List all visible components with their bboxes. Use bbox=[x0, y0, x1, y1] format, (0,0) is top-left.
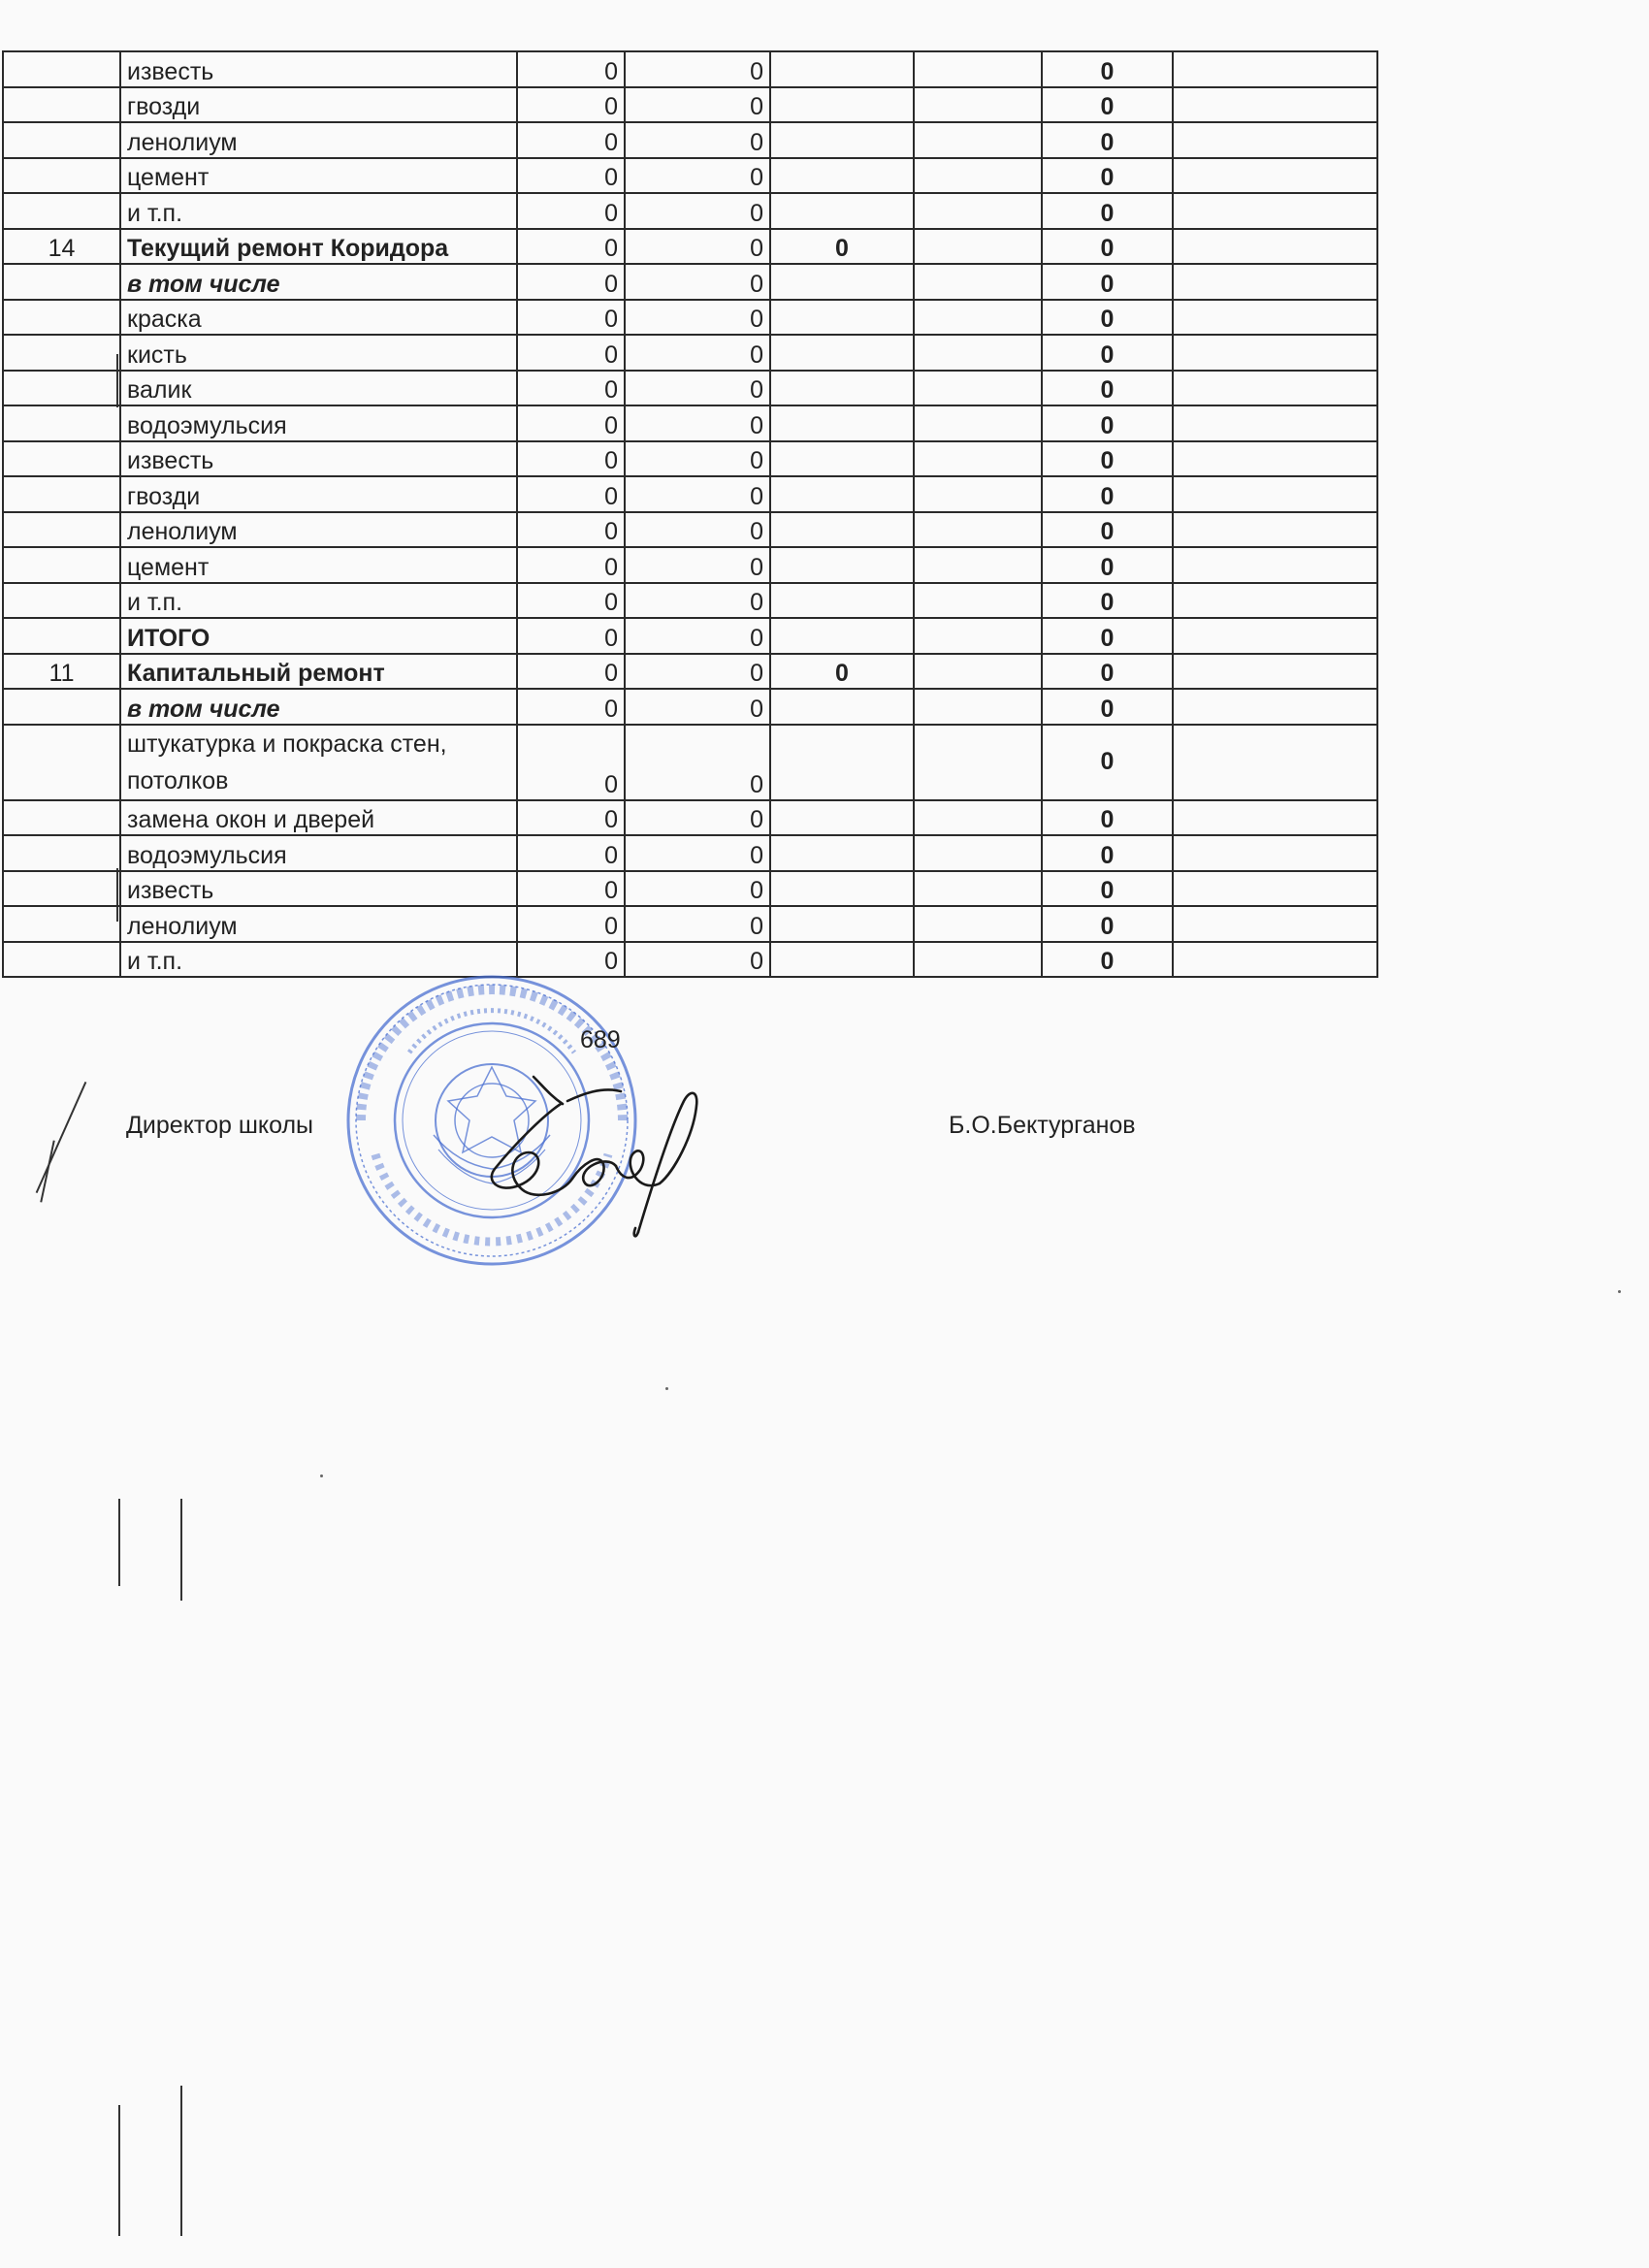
row-number-cell: 14 bbox=[3, 229, 120, 265]
value-cell-4 bbox=[914, 51, 1042, 87]
value-cell-3 bbox=[770, 371, 914, 406]
row-number-cell bbox=[3, 405, 120, 441]
value-cell-3: 0 bbox=[770, 229, 914, 265]
value-cell-4 bbox=[914, 512, 1042, 548]
scan-artifact-dot bbox=[320, 1474, 323, 1477]
total-cell: 0 bbox=[1042, 441, 1173, 477]
value-cell-6 bbox=[1173, 87, 1377, 123]
total-cell: 0 bbox=[1042, 51, 1173, 87]
value-cell-4 bbox=[914, 618, 1042, 654]
value-cell-3 bbox=[770, 476, 914, 512]
value-cell-1: 0 bbox=[517, 618, 625, 654]
table-row bbox=[3, 906, 1377, 942]
row-number-cell bbox=[3, 942, 120, 978]
value-cell-4 bbox=[914, 476, 1042, 512]
value-cell-3 bbox=[770, 547, 914, 583]
row-number-cell bbox=[3, 906, 120, 942]
value-cell-3 bbox=[770, 441, 914, 477]
value-cell-4 bbox=[914, 654, 1042, 690]
value-cell-1: 0 bbox=[517, 122, 625, 158]
value-cell-4 bbox=[914, 906, 1042, 942]
table-row bbox=[3, 583, 1377, 619]
item-name-cell: ленолиум bbox=[120, 512, 517, 548]
table-row bbox=[3, 371, 1377, 406]
item-name-cell: штукатурка и покраска стен, потолков bbox=[120, 725, 517, 800]
item-name-cell: и т.п. bbox=[120, 583, 517, 619]
row-number-cell bbox=[3, 51, 120, 87]
value-cell-4 bbox=[914, 158, 1042, 194]
table-row bbox=[3, 835, 1377, 871]
table-row bbox=[3, 441, 1377, 477]
value-cell-1: 0 bbox=[517, 871, 625, 907]
row-number-cell bbox=[3, 335, 120, 371]
row-number-cell bbox=[3, 689, 120, 725]
item-name-cell: цемент bbox=[120, 158, 517, 194]
row-number-cell bbox=[3, 122, 120, 158]
value-cell-1: 0 bbox=[517, 942, 625, 978]
value-cell-4 bbox=[914, 193, 1042, 229]
value-cell-6 bbox=[1173, 547, 1377, 583]
row-number-cell bbox=[3, 547, 120, 583]
total-cell: 0 bbox=[1042, 193, 1173, 229]
value-cell-2: 0 bbox=[625, 725, 770, 800]
value-cell-6 bbox=[1173, 800, 1377, 836]
value-cell-1: 0 bbox=[517, 835, 625, 871]
value-cell-4 bbox=[914, 800, 1042, 836]
value-cell-3 bbox=[770, 512, 914, 548]
value-cell-6 bbox=[1173, 122, 1377, 158]
value-cell-2: 0 bbox=[625, 476, 770, 512]
table-row bbox=[3, 229, 1377, 265]
row-number-cell bbox=[3, 725, 120, 800]
value-cell-2: 0 bbox=[625, 229, 770, 265]
item-name-cell: замена окон и дверей bbox=[120, 800, 517, 836]
total-cell: 0 bbox=[1042, 871, 1173, 907]
total-cell: 0 bbox=[1042, 229, 1173, 265]
table-row bbox=[3, 618, 1377, 654]
value-cell-4 bbox=[914, 871, 1042, 907]
value-cell-1: 0 bbox=[517, 371, 625, 406]
row-number-cell bbox=[3, 618, 120, 654]
total-cell: 0 bbox=[1042, 476, 1173, 512]
total-cell: 0 bbox=[1042, 158, 1173, 194]
row-number-cell bbox=[3, 193, 120, 229]
value-cell-4 bbox=[914, 264, 1042, 300]
budget-table bbox=[2, 50, 1378, 978]
item-name-cell: и т.п. bbox=[120, 942, 517, 978]
value-cell-2: 0 bbox=[625, 158, 770, 194]
value-cell-3 bbox=[770, 300, 914, 336]
item-name-cell: гвозди bbox=[120, 476, 517, 512]
value-cell-4 bbox=[914, 335, 1042, 371]
table-row bbox=[3, 689, 1377, 725]
scan-artifact-line bbox=[118, 1499, 120, 1586]
row-number-cell bbox=[3, 87, 120, 123]
row-number-cell bbox=[3, 871, 120, 907]
value-cell-3 bbox=[770, 405, 914, 441]
value-cell-2: 0 bbox=[625, 906, 770, 942]
total-cell: 0 bbox=[1042, 618, 1173, 654]
value-cell-1: 0 bbox=[517, 547, 625, 583]
value-cell-2: 0 bbox=[625, 87, 770, 123]
total-cell: 0 bbox=[1042, 906, 1173, 942]
scan-artifact-line bbox=[40, 1141, 54, 1203]
item-name-cell: водоэмульсия bbox=[120, 405, 517, 441]
value-cell-6 bbox=[1173, 264, 1377, 300]
value-cell-1: 0 bbox=[517, 512, 625, 548]
value-cell-2: 0 bbox=[625, 300, 770, 336]
total-cell: 0 bbox=[1042, 335, 1173, 371]
value-cell-1: 0 bbox=[517, 229, 625, 265]
scan-artifact-line bbox=[180, 2086, 182, 2236]
total-cell: 0 bbox=[1042, 264, 1173, 300]
value-cell-3 bbox=[770, 122, 914, 158]
total-cell: 0 bbox=[1042, 835, 1173, 871]
value-cell-3 bbox=[770, 725, 914, 800]
value-cell-2: 0 bbox=[625, 122, 770, 158]
value-cell-4 bbox=[914, 835, 1042, 871]
signer-name: Б.О.Бектурганов bbox=[949, 1112, 1136, 1139]
row-number-cell bbox=[3, 441, 120, 477]
row-number-cell bbox=[3, 512, 120, 548]
item-name-cell: Текущий ремонт Коридора bbox=[120, 229, 517, 265]
value-cell-6 bbox=[1173, 371, 1377, 406]
item-name-cell: известь bbox=[120, 441, 517, 477]
total-cell: 0 bbox=[1042, 300, 1173, 336]
value-cell-6 bbox=[1173, 835, 1377, 871]
row-number-cell bbox=[3, 835, 120, 871]
value-cell-4 bbox=[914, 441, 1042, 477]
value-cell-6 bbox=[1173, 158, 1377, 194]
table-row bbox=[3, 725, 1377, 800]
total-cell: 0 bbox=[1042, 583, 1173, 619]
item-name-cell: Капитальный ремонт bbox=[120, 654, 517, 690]
table-row bbox=[3, 654, 1377, 690]
item-name-cell: ленолиум bbox=[120, 122, 517, 158]
table-row bbox=[3, 193, 1377, 229]
value-cell-2: 0 bbox=[625, 654, 770, 690]
value-cell-4 bbox=[914, 371, 1042, 406]
value-cell-6 bbox=[1173, 476, 1377, 512]
value-cell-1: 0 bbox=[517, 158, 625, 194]
item-name-cell: известь bbox=[120, 871, 517, 907]
table-row bbox=[3, 942, 1377, 978]
table-row bbox=[3, 547, 1377, 583]
value-cell-4 bbox=[914, 725, 1042, 800]
value-cell-6 bbox=[1173, 725, 1377, 800]
total-cell: 0 bbox=[1042, 405, 1173, 441]
value-cell-1: 0 bbox=[517, 193, 625, 229]
total-cell: 0 bbox=[1042, 689, 1173, 725]
value-cell-1: 0 bbox=[517, 335, 625, 371]
value-cell-2: 0 bbox=[625, 942, 770, 978]
value-cell-2: 0 bbox=[625, 689, 770, 725]
value-cell-4 bbox=[914, 229, 1042, 265]
value-cell-3 bbox=[770, 158, 914, 194]
value-cell-6 bbox=[1173, 942, 1377, 978]
value-cell-2: 0 bbox=[625, 800, 770, 836]
value-cell-3 bbox=[770, 942, 914, 978]
value-cell-6 bbox=[1173, 583, 1377, 619]
value-cell-2: 0 bbox=[625, 512, 770, 548]
value-cell-2: 0 bbox=[625, 618, 770, 654]
page-number: 689 bbox=[580, 1026, 621, 1053]
value-cell-3 bbox=[770, 906, 914, 942]
total-cell: 0 bbox=[1042, 122, 1173, 158]
total-cell: 0 bbox=[1042, 654, 1173, 690]
value-cell-6 bbox=[1173, 689, 1377, 725]
value-cell-1: 0 bbox=[517, 405, 625, 441]
value-cell-1: 0 bbox=[517, 441, 625, 477]
value-cell-2: 0 bbox=[625, 335, 770, 371]
value-cell-4 bbox=[914, 300, 1042, 336]
item-name-cell: кисть bbox=[120, 335, 517, 371]
row-number-cell bbox=[3, 300, 120, 336]
value-cell-1: 0 bbox=[517, 87, 625, 123]
table-row bbox=[3, 512, 1377, 548]
scan-artifact-dot bbox=[665, 1387, 668, 1390]
value-cell-3 bbox=[770, 193, 914, 229]
value-cell-1: 0 bbox=[517, 906, 625, 942]
value-cell-3 bbox=[770, 335, 914, 371]
value-cell-6 bbox=[1173, 512, 1377, 548]
value-cell-3 bbox=[770, 871, 914, 907]
item-name-cell: ленолиум bbox=[120, 906, 517, 942]
value-cell-2: 0 bbox=[625, 51, 770, 87]
value-cell-2: 0 bbox=[625, 835, 770, 871]
scan-artifact-line bbox=[118, 2105, 120, 2236]
value-cell-4 bbox=[914, 87, 1042, 123]
value-cell-1: 0 bbox=[517, 725, 625, 800]
total-cell: 0 bbox=[1042, 725, 1173, 800]
budget-table-body bbox=[3, 51, 1377, 977]
value-cell-2: 0 bbox=[625, 405, 770, 441]
table-row bbox=[3, 476, 1377, 512]
item-name-cell: краска bbox=[120, 300, 517, 336]
signer-title: Директор школы bbox=[126, 1112, 314, 1139]
value-cell-1: 0 bbox=[517, 51, 625, 87]
total-cell: 0 bbox=[1042, 547, 1173, 583]
row-number-cell bbox=[3, 583, 120, 619]
item-name-cell: валик bbox=[120, 371, 517, 406]
item-name-cell: ИТОГО bbox=[120, 618, 517, 654]
value-cell-3 bbox=[770, 835, 914, 871]
total-cell: 0 bbox=[1042, 371, 1173, 406]
value-cell-1: 0 bbox=[517, 476, 625, 512]
total-cell: 0 bbox=[1042, 87, 1173, 123]
value-cell-3 bbox=[770, 689, 914, 725]
value-cell-6 bbox=[1173, 871, 1377, 907]
total-cell: 0 bbox=[1042, 512, 1173, 548]
value-cell-4 bbox=[914, 122, 1042, 158]
value-cell-1: 0 bbox=[517, 583, 625, 619]
table-row bbox=[3, 871, 1377, 907]
value-cell-6 bbox=[1173, 906, 1377, 942]
item-name-cell: в том числе bbox=[120, 689, 517, 725]
value-cell-6 bbox=[1173, 441, 1377, 477]
row-number-cell bbox=[3, 800, 120, 836]
value-cell-6 bbox=[1173, 229, 1377, 265]
item-name-cell: и т.п. bbox=[120, 193, 517, 229]
value-cell-1: 0 bbox=[517, 264, 625, 300]
value-cell-2: 0 bbox=[625, 871, 770, 907]
value-cell-3 bbox=[770, 583, 914, 619]
value-cell-6 bbox=[1173, 51, 1377, 87]
value-cell-2: 0 bbox=[625, 441, 770, 477]
value-cell-2: 0 bbox=[625, 547, 770, 583]
value-cell-6 bbox=[1173, 654, 1377, 690]
row-number-cell bbox=[3, 264, 120, 300]
value-cell-1: 0 bbox=[517, 689, 625, 725]
row-number-cell bbox=[3, 371, 120, 406]
value-cell-2: 0 bbox=[625, 583, 770, 619]
table-row bbox=[3, 87, 1377, 123]
value-cell-4 bbox=[914, 547, 1042, 583]
table-row bbox=[3, 51, 1377, 87]
value-cell-6 bbox=[1173, 618, 1377, 654]
value-cell-3 bbox=[770, 800, 914, 836]
value-cell-3: 0 bbox=[770, 654, 914, 690]
value-cell-6 bbox=[1173, 193, 1377, 229]
item-name-cell: известь bbox=[120, 51, 517, 87]
item-name-cell: водоэмульсия bbox=[120, 835, 517, 871]
table-row bbox=[3, 800, 1377, 836]
value-cell-6 bbox=[1173, 335, 1377, 371]
total-cell: 0 bbox=[1042, 800, 1173, 836]
value-cell-2: 0 bbox=[625, 264, 770, 300]
value-cell-4 bbox=[914, 942, 1042, 978]
handwritten-signature bbox=[475, 1048, 728, 1242]
scan-artifact-line bbox=[36, 1082, 87, 1193]
item-name-cell: цемент bbox=[120, 547, 517, 583]
value-cell-1: 0 bbox=[517, 654, 625, 690]
value-cell-6 bbox=[1173, 405, 1377, 441]
total-cell: 0 bbox=[1042, 942, 1173, 978]
table-row bbox=[3, 300, 1377, 336]
value-cell-2: 0 bbox=[625, 193, 770, 229]
value-cell-4 bbox=[914, 583, 1042, 619]
value-cell-3 bbox=[770, 51, 914, 87]
scan-artifact-dot bbox=[1618, 1290, 1621, 1293]
table-row bbox=[3, 335, 1377, 371]
table-row bbox=[3, 122, 1377, 158]
value-cell-4 bbox=[914, 405, 1042, 441]
table-row bbox=[3, 405, 1377, 441]
row-number-cell: 11 bbox=[3, 654, 120, 690]
value-cell-2: 0 bbox=[625, 371, 770, 406]
value-cell-3 bbox=[770, 618, 914, 654]
value-cell-1: 0 bbox=[517, 300, 625, 336]
item-name-cell: гвозди bbox=[120, 87, 517, 123]
value-cell-1: 0 bbox=[517, 800, 625, 836]
value-cell-3 bbox=[770, 87, 914, 123]
value-cell-6 bbox=[1173, 300, 1377, 336]
value-cell-3 bbox=[770, 264, 914, 300]
item-name-cell: в том числе bbox=[120, 264, 517, 300]
table-row bbox=[3, 264, 1377, 300]
table-row bbox=[3, 158, 1377, 194]
row-number-cell bbox=[3, 476, 120, 512]
value-cell-4 bbox=[914, 689, 1042, 725]
scan-artifact-line bbox=[180, 1499, 182, 1601]
row-number-cell bbox=[3, 158, 120, 194]
